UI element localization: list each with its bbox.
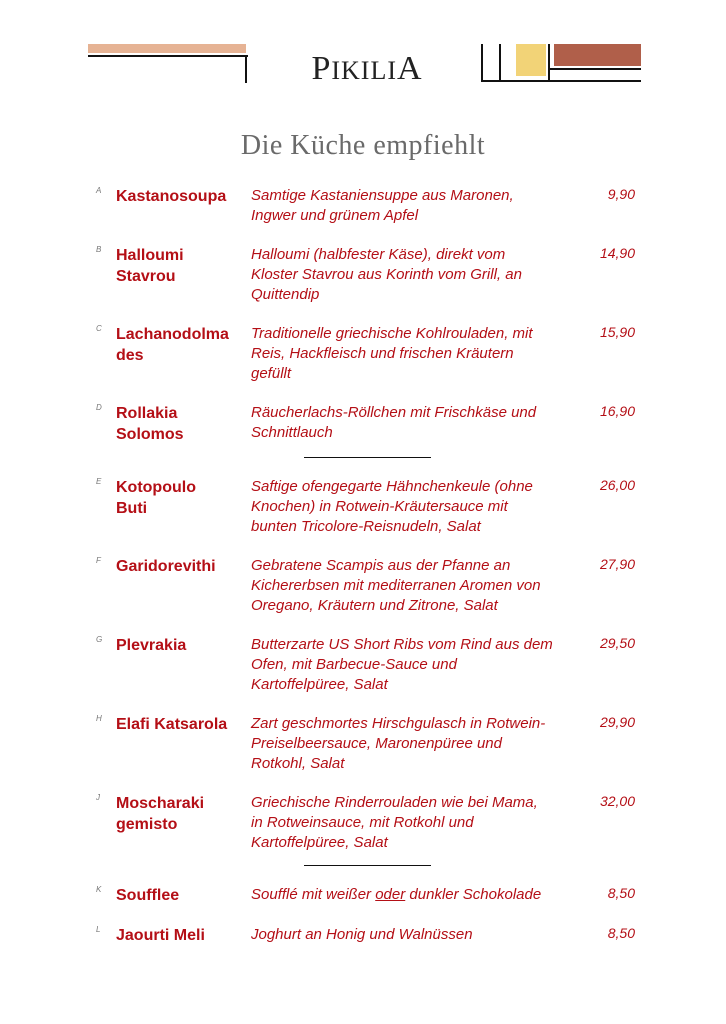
item-name: Kastanosoupa	[116, 188, 227, 205]
item-letter: C	[96, 324, 102, 333]
item-name: Plevrakia	[116, 637, 187, 654]
item-description: Joghurt an Honig und Walnüssen	[251, 926, 473, 943]
item-letter: E	[96, 477, 102, 486]
section-divider	[304, 865, 431, 866]
item-description: Soufflé mit weißer oder dunkler Schokolade	[251, 886, 542, 903]
item-name: Kotopoulo Buti	[116, 479, 196, 517]
header-right-line-2	[499, 44, 501, 80]
item-price: 29,50	[599, 635, 635, 651]
item-price: 8,50	[607, 925, 635, 941]
item-name: Garidorevithi	[116, 558, 216, 575]
item-description: Halloumi (halbfester Käse), direkt vom Kloster Stavrou aus Korinth vom Grill, an Quittendip	[251, 246, 522, 303]
item-name: Lachanodolma des	[116, 326, 229, 364]
item-name: Moscharaki gemisto	[116, 795, 205, 833]
item-letter: L	[96, 925, 101, 934]
page-title: Die Küche empfiehlt	[240, 130, 486, 161]
header-peach-bar	[88, 44, 246, 53]
item-letter: G	[96, 635, 103, 644]
item-description: Gebratene Scampis aus der Pfanne an Kichererbsen mit mediterranen Aromen von Oregano, Kräutern und Zitrone, Salat	[251, 557, 541, 614]
header-right-line-1	[481, 44, 483, 82]
item-description: Räucherlachs-Röllchen mit Frischkäse und Schnittlauch	[251, 404, 537, 441]
item-description: Griechische Rinderrouladen wie bei Mama, in Rotweinsauce, mit Rotkohl und Kartoffelpüree, Salat	[251, 794, 538, 851]
item-price: 32,00	[599, 793, 635, 809]
item-letter: B	[96, 245, 102, 254]
item-name: Jaourti Meli	[116, 927, 205, 944]
item-price: 14,90	[599, 245, 635, 261]
item-description: Saftige ofengegarte Hähnchenkeule (ohne Knochen) in Rotwein-Kräutersauce mit bunten Tricolore-Reisnudeln, Salat	[251, 478, 533, 535]
item-price: 8,50	[607, 885, 635, 901]
item-price: 26,00	[599, 477, 635, 493]
restaurant-logo: PIKILIA	[311, 50, 423, 87]
item-description: Traditionelle griechische Kohlrouladen, mit Reis, Hackfleisch und frischen Kräutern gefüllt	[251, 325, 533, 382]
item-price: 16,90	[599, 403, 635, 419]
item-letter: F	[96, 556, 101, 565]
underlined-word: oder	[375, 886, 406, 903]
item-name: Halloumi Stavrou	[116, 247, 184, 285]
item-letter: J	[96, 793, 100, 802]
item-description: Samtige Kastaniensuppe aus Maronen, Ingwer und grünem Apfel	[251, 187, 514, 224]
menu-header	[0, 0, 726, 100]
header-brown-block	[554, 44, 641, 66]
item-letter: K	[96, 885, 102, 894]
item-description: Zart geschmortes Hirschgulasch in Rotwein- Preiselbeersauce, Maronenpüree und Rotkohl, Salat	[251, 715, 546, 772]
item-description: Butterzarte US Short Ribs vom Rind aus dem Ofen, mit Barbecue-Sauce und Kartoffelpüree, Salat	[251, 636, 553, 693]
item-name: Elafi Katsarola	[116, 716, 228, 733]
header-right-line-3	[548, 44, 550, 80]
header-left-vertical-line	[245, 55, 247, 83]
header-right-mid-line	[550, 68, 641, 70]
header-right-bottom-line	[481, 80, 641, 82]
item-letter: A	[96, 186, 102, 195]
item-letter: H	[96, 714, 102, 723]
header-yellow-block	[516, 44, 546, 76]
item-letter: D	[96, 403, 102, 412]
section-divider	[304, 457, 431, 458]
item-price: 15,90	[599, 324, 635, 340]
item-price: 29,90	[599, 714, 635, 730]
item-price: 9,90	[607, 186, 635, 202]
item-name: Soufflee	[116, 887, 180, 904]
item-name: Rollakia Solomos	[116, 405, 184, 443]
header-left-line	[88, 55, 248, 57]
item-price: 27,90	[599, 556, 635, 572]
